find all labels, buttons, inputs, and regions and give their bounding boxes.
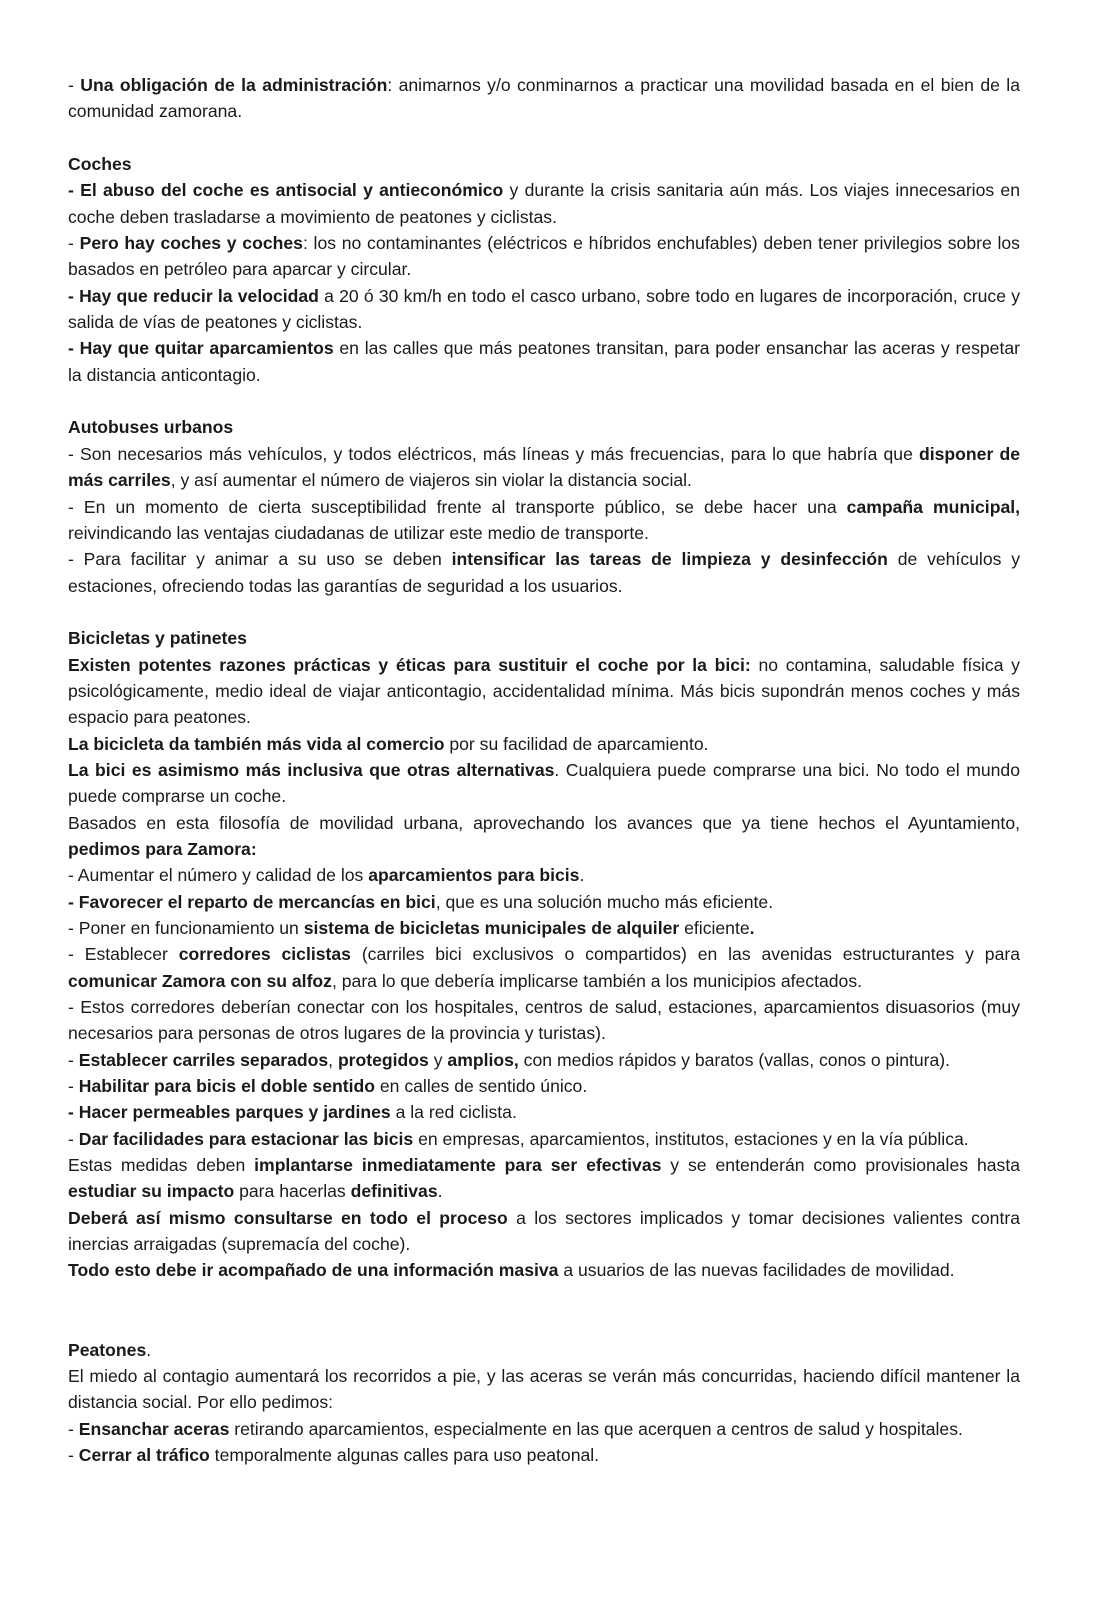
list-item [68, 1073, 1020, 1099]
bold-text: La bici es asimismo más inclusiva que otras alternativas [68, 759, 555, 780]
bold-text: Peatones [68, 1339, 147, 1360]
text: - Son necesarios más vehículos, y todos eléctricos, más líneas y más frecuencias, para lo que habría que [68, 443, 920, 464]
paragraph [68, 1152, 1020, 1205]
text: - En un momento de cierta susceptibilidad frente al transporte público, se debe hacer una [68, 496, 847, 517]
text: y [428, 1049, 448, 1070]
text: : los no contaminantes (eléctricos e híbridos enchufables) deben tener privilegios sobre los basados en petróleo para aparcar y circular. [68, 233, 1020, 280]
text: - [68, 233, 80, 254]
paragraph [68, 1205, 1020, 1258]
text: - Estos corredores deberían conectar con los hospitales, centros de salud, estaciones, aparcamientos disuasorios (muy necesarios para personas de otros lugares de la provincia y turistas). [68, 997, 1020, 1044]
bold-text: Ensanchar aceras [78, 1418, 230, 1439]
bold-text: Deberá así mismo consultarse en todo el proceso [68, 1207, 508, 1228]
section-heading-autobuses: Autobuses urbanos [68, 417, 234, 438]
bold-text: Pero hay coches y coches [79, 233, 303, 254]
bold-text: intensificar las tareas de limpieza y desinfección [451, 549, 888, 570]
bold-text: amplios, [447, 1049, 519, 1070]
paragraph [68, 177, 1020, 230]
list-item [68, 1099, 1020, 1125]
document-page [68, 72, 1020, 1468]
text: a los sectores implicados y tomar decisiones valientes contra inercias arraigadas (supremacía del coche). [68, 1207, 1020, 1255]
paragraph [68, 1363, 1020, 1416]
list-item [68, 994, 1020, 1047]
list-item [68, 1416, 1020, 1442]
bold-text: comunicar Zamora con su alfoz [68, 970, 332, 991]
text: temporalmente algunas calles para uso peatonal. [209, 1444, 600, 1465]
text: reivindicando las ventajas ciudadanas de utilizar este medio de transporte. [68, 522, 649, 543]
bold-text: - Favorecer el reparto de mercancías en bici [68, 891, 436, 912]
paragraph [68, 810, 1020, 863]
text: y se entenderán como provisionales hasta [661, 1155, 1020, 1176]
paragraph [68, 335, 1020, 388]
paragraph [68, 230, 1020, 283]
paragraph [68, 757, 1020, 810]
text: - [68, 1444, 79, 1465]
bold-text: implantarse inmediatamente para ser efectivas [254, 1155, 662, 1176]
text: en las calles que más peatones transitan, para poder ensanchar las aceras y respetar la distancia anticontagio. [68, 338, 1020, 385]
text: . Cualquiera puede comprarse una bici. No todo el mundo puede comprarse un coche. [68, 759, 1020, 807]
bold-text: - El abuso del coche es antisocial y antieconómico [68, 180, 504, 201]
section-heading-bicicletas: Bicicletas y patinetes [68, 628, 247, 649]
list-item [68, 862, 1020, 888]
bold-text: campaña municipal, [846, 496, 1021, 517]
text: - Poner en funcionamiento un [68, 918, 304, 938]
text: . [146, 1339, 152, 1360]
text: a 20 ó 30 km/h en todo el casco urbano, sobre todo en lugares de incorporación, cruce y salida de vías de peatones y ciclistas. [68, 285, 1021, 333]
list-item [68, 941, 1020, 994]
bold-text: aparcamientos para bicis [368, 865, 580, 886]
text: en calles de sentido único. [374, 1076, 588, 1097]
text: : animarnos y/o conminarnos a practicar una movilidad basada en el bien de la comunidad zamorana. [68, 75, 1020, 122]
bold-text: definitivas [350, 1181, 438, 1202]
bold-text: - Hay que reducir la velocidad [68, 285, 319, 306]
bold-text: sistema de bicicletas municipales de alquiler [303, 918, 680, 938]
text: - [68, 1049, 79, 1070]
text: retirando aparcamientos, especialmente en las que acerquen a centros de salud y hospitales. [229, 1418, 963, 1439]
bold-text: corredores ciclistas [178, 944, 351, 965]
bold-text: La bicicleta da también más vida al comercio [68, 733, 445, 754]
text: - Establecer [68, 944, 179, 965]
bold-text: pedimos para Zamora: [68, 838, 257, 859]
text: para hacerlas [234, 1181, 351, 1202]
bold-text: Dar facilidades para estacionar las bicis [78, 1128, 414, 1149]
text: - [68, 1418, 79, 1439]
paragraph [68, 494, 1020, 547]
list-item [68, 1126, 1020, 1152]
bold-text: disponer de más carriles [68, 443, 1020, 491]
text: , y así aumentar el número de viajeros sin violar la distancia social. [170, 470, 692, 491]
text: , [328, 1049, 338, 1070]
text: , para lo que debería implicarse también a los municipios afectados. [331, 970, 863, 991]
text: Estas medidas deben [68, 1155, 255, 1176]
bold-text: - Hacer permeables parques y jardines [68, 1102, 391, 1123]
text: en empresas, aparcamientos, institutos, estaciones y en la vía pública. [413, 1128, 969, 1149]
text: Basados en esta filosofía de movilidad urbana, aprovechando los avances que ya tiene hechos el Ayuntamiento, [68, 812, 1020, 833]
bold-text: Cerrar al tráfico [78, 1444, 210, 1465]
intro-paragraph [68, 72, 1020, 125]
bold-text: Existen potentes razones prácticas y éticas para sustituir el coche por la bici: [68, 654, 751, 675]
text: . [437, 1181, 443, 1202]
bold-text: protegidos [337, 1049, 429, 1070]
list-item [68, 915, 1020, 941]
bold-text: Establecer carriles separados [78, 1049, 329, 1070]
text: - [68, 1128, 79, 1149]
bold-text: . [749, 918, 755, 938]
list-item [68, 1047, 1020, 1073]
section-heading-coches: Coches [68, 154, 132, 175]
list-item [68, 889, 1020, 915]
list-item [68, 1442, 1020, 1468]
paragraph [68, 283, 1020, 336]
bold-text: Habilitar para bicis el doble sentido [78, 1076, 375, 1097]
bold-text: Una obligación de la administración [80, 75, 388, 95]
bold-text: estudiar su impacto [68, 1181, 235, 1202]
text: de vehículos y estaciones, ofreciendo todas las garantías de seguridad a los usuarios. [68, 549, 1020, 596]
text: eficiente [679, 918, 750, 938]
text: con medios rápidos y baratos (vallas, conos o pintura). [518, 1049, 951, 1070]
section-heading-peatones [68, 1337, 1020, 1363]
text: - [68, 1076, 79, 1097]
paragraph [68, 546, 1020, 599]
text: - [68, 75, 81, 95]
text: . [579, 865, 585, 886]
text: (carriles bici exclusivos o compartidos) en las avenidas estructurantes y para [350, 944, 1020, 965]
text: , que es una solución mucho más eficiente. [435, 891, 774, 912]
text: - Para facilitar y animar a su uso se deben [68, 549, 452, 570]
bold-text: Todo esto debe ir acompañado de una información masiva [68, 1260, 559, 1281]
text: - Aumentar el número y calidad de los [68, 865, 369, 886]
text: a usuarios de las nuevas facilidades de movilidad. [558, 1260, 955, 1281]
paragraph [68, 441, 1020, 494]
bold-text: - Hay que quitar aparcamientos [68, 338, 334, 359]
text: y durante la crisis sanitaria aún más. Los viajes innecesarios en coche deben trasladarse a movimiento de peatones y ciclistas. [68, 180, 1020, 227]
paragraph [68, 731, 1020, 757]
text: El miedo al contagio aumentará los recorridos a pie, y las aceras se verán más concurridas, haciendo difícil mantener la distancia social. Por ello pedimos: [68, 1365, 1020, 1413]
text: a la red ciclista. [390, 1102, 517, 1123]
paragraph [68, 652, 1020, 731]
text: no contamina, saludable física y psicológicamente, medio ideal de viajar anticontagio, accidentalidad mínima. Más bicis supondrán menos coches y más espacio para peatones. [68, 654, 1020, 728]
text: por su facilidad de aparcamiento. [444, 733, 709, 754]
paragraph [68, 1257, 1020, 1283]
